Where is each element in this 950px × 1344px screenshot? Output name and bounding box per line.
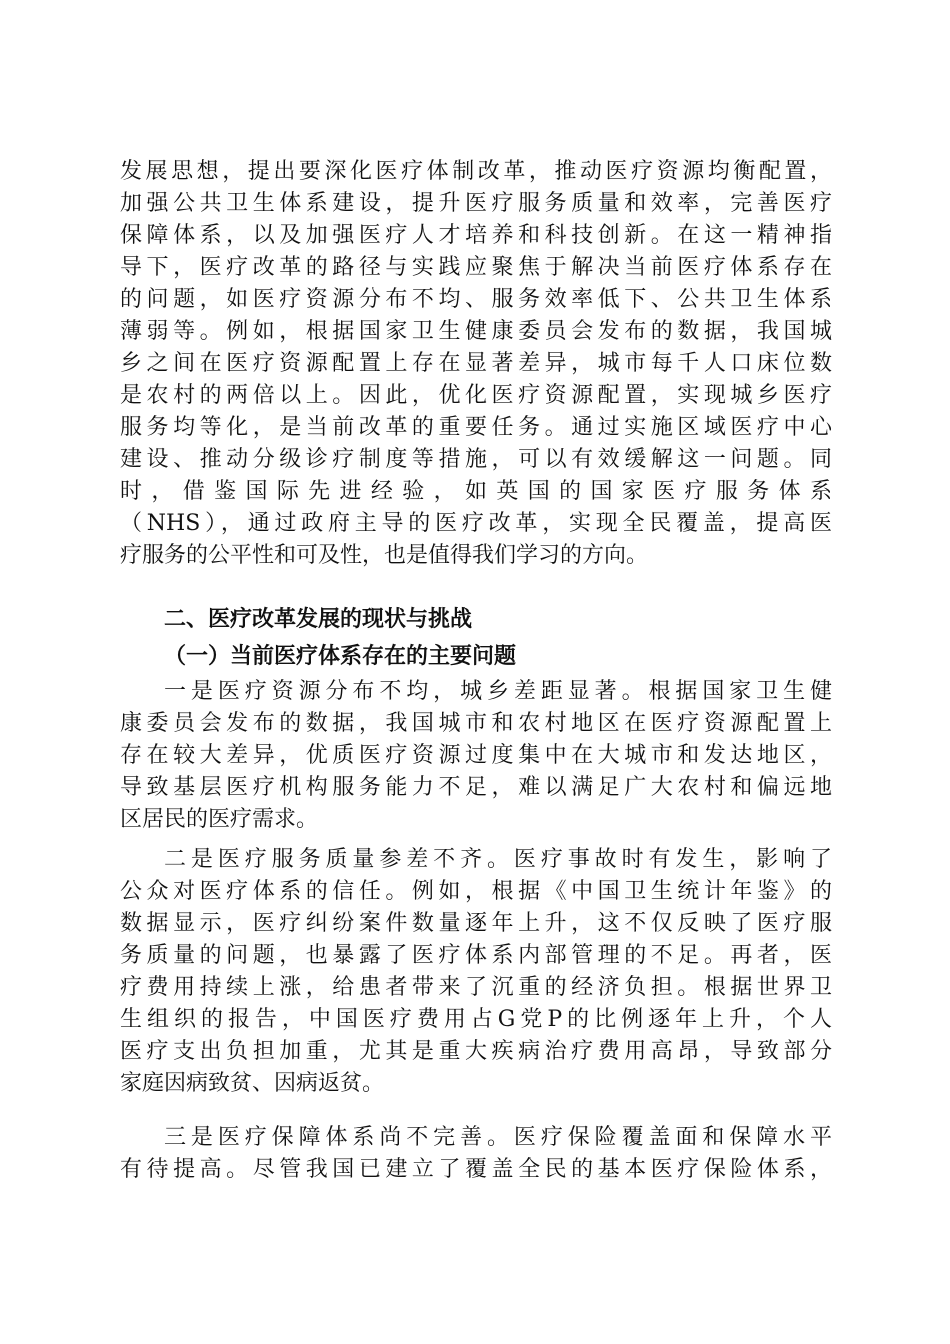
- text-line: 区居民的医疗需求。: [120, 807, 319, 832]
- text-line: 发展思想，提出要深化医疗体制改革，推动医疗资源均衡配置，: [120, 159, 832, 184]
- paragraph-2: [120, 676, 832, 836]
- section-heading: 二、医疗改革发展的现状与挑战: [164, 607, 473, 632]
- text-line: 导下，医疗改革的路径与实践应聚焦于解决当前医疗体系存在: [120, 255, 832, 280]
- paragraph-4: [120, 1122, 832, 1186]
- text-line: 是农村的两倍以上。因此，优化医疗资源配置，实现城乡医疗: [120, 383, 832, 408]
- subsection-heading: （一）当前医疗体系存在的主要问题: [164, 643, 517, 669]
- section-heading-block: [120, 604, 832, 636]
- text-line: 疗服务的公平性和可及性，也是值得我们学习的方向。: [120, 543, 649, 568]
- text-line: 有待提高。尽管我国已建立了覆盖全民的基本医疗保险体系，: [120, 1157, 832, 1182]
- paragraph-3: [120, 844, 832, 1100]
- text-line: 三是医疗保障体系尚不完善。医疗保险覆盖面和保障水平: [164, 1125, 832, 1150]
- text-line: 的问题，如医疗资源分布不均、服务效率低下、公共卫生体系: [120, 287, 832, 312]
- subsection-heading-block: [120, 640, 832, 672]
- text-line: 家庭因病致贫、因病返贫。: [120, 1071, 385, 1096]
- text-line: 时，借鉴国际先进经验，如英国的国家医疗服务体系: [120, 479, 832, 504]
- text-line: 数据显示，医疗纠纷案件数量逐年上升，这不仅反映了医疗服: [120, 911, 832, 936]
- text-line: 导致基层医疗机构服务能力不足，难以满足广大农村和偏远地: [120, 775, 832, 800]
- text-line: （NHS），通过政府主导的医疗改革，实现全民覆盖，提高医: [120, 511, 832, 536]
- text-line: 服务均等化，是当前改革的重要任务。通过实施区域医疗中心: [120, 415, 832, 440]
- text-line: 建设、推动分级诊疗制度等措施，可以有效缓解这一问题。同: [120, 447, 832, 472]
- text-line: 务质量的问题，也暴露了医疗体系内部管理的不足。再者，医: [120, 943, 832, 968]
- text-line: 存在较大差异，优质医疗资源过度集中在大城市和发达地区，: [120, 743, 832, 768]
- text-line: 加强公共卫生体系建设，提升医疗服务质量和效率，完善医疗: [120, 191, 832, 216]
- text-line: 乡之间在医疗资源配置上存在显著差异，城市每千人口床位数: [120, 351, 832, 376]
- text-line: 薄弱等。例如，根据国家卫生健康委员会发布的数据，我国城: [120, 319, 832, 344]
- text-line: 疗费用持续上涨，给患者带来了沉重的经济负担。根据世界卫: [120, 975, 832, 1000]
- text-line: 保障体系，以及加强医疗人才培养和科技创新。在这一精神指: [120, 223, 832, 248]
- paragraph-1: [120, 156, 832, 572]
- text-line: 公众对医疗体系的信任。例如，根据《中国卫生统计年鉴》的: [120, 879, 832, 904]
- text-line: 生组织的报告，中国医疗费用占G党P的比例逐年上升，个人: [120, 1007, 832, 1032]
- text-line: 一是医疗资源分布不均，城乡差距显著。根据国家卫生健: [164, 679, 832, 704]
- text-line: 医疗支出负担加重，尤其是重大疾病治疗费用高昂，导致部分: [120, 1039, 832, 1064]
- text-line: 二是医疗服务质量参差不齐。医疗事故时有发生，影响了: [164, 847, 832, 872]
- text-line: 康委员会发布的数据，我国城市和农村地区在医疗资源配置上: [120, 711, 832, 736]
